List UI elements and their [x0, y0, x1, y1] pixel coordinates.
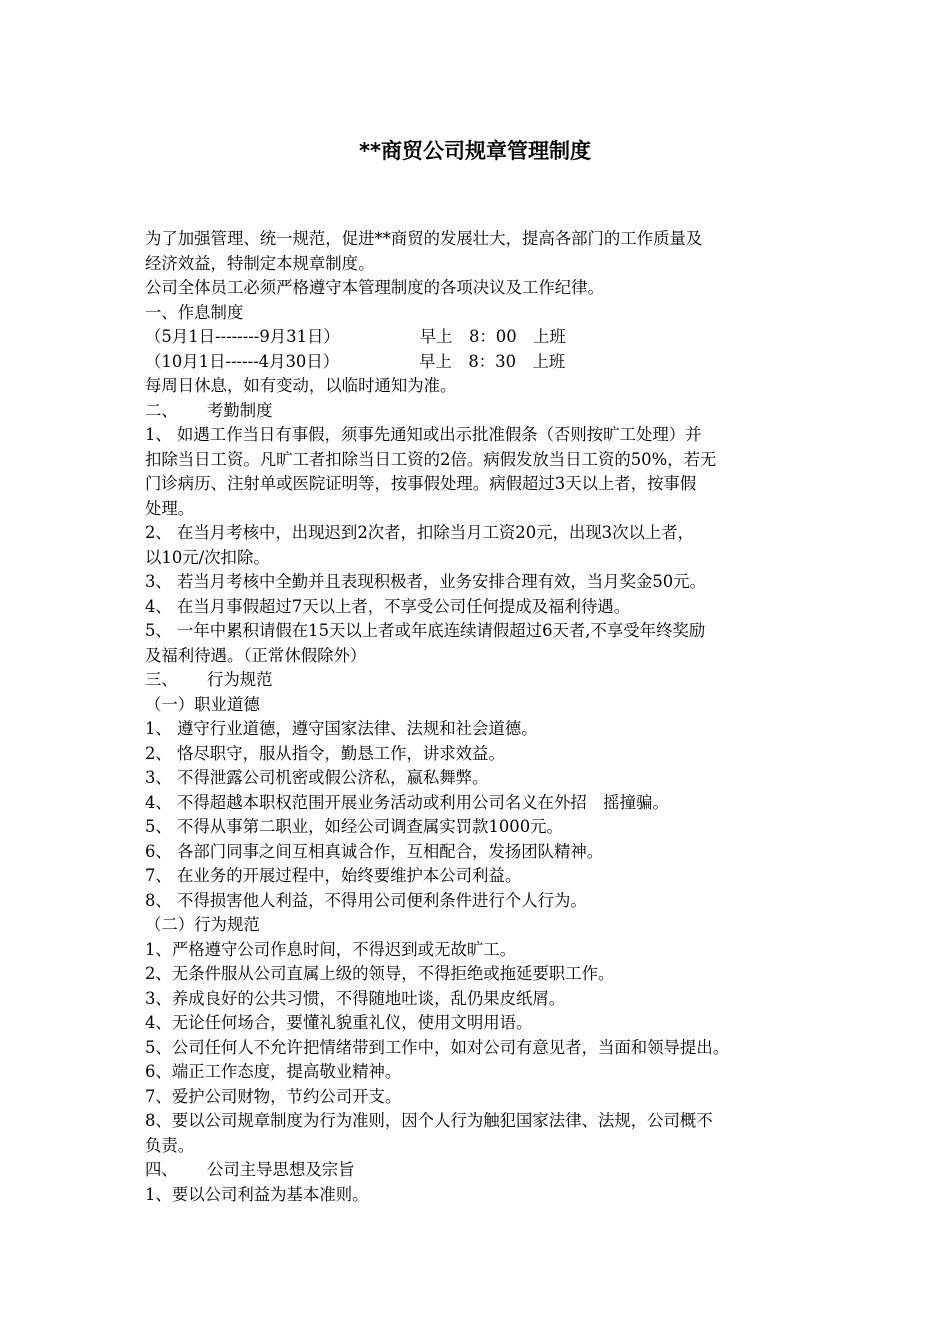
schedule-row: [145, 350, 820, 375]
rule-line: 扣除当日工资。凡旷工者扣除当日工资的2倍。病假发放当日工资的50%，若无: [145, 449, 717, 469]
ethics-rules: [145, 717, 820, 913]
rule-line: 负责。: [145, 1135, 195, 1155]
behavior-rules: [145, 938, 820, 1159]
rule-line: 4、 不得超越本职权范围开展业务活动或利用公司名义在外招 摇撞骗。: [145, 792, 669, 812]
rule-line: 3、养成良好的公共习惯，不得随地吐谈，乱仍果皮纸屑。: [145, 988, 566, 1008]
rule-line: 5、 一年中累积请假在15天以上者或年底连续请假超过6天者,不享受年终奖励: [145, 621, 706, 640]
intro-line: 为了加强管理、统一规范，促进**商贸的发展壮大，提高各部门的工作质量及: [145, 229, 703, 248]
intro-line: 经济效益，特制定本规章制度。: [145, 253, 375, 273]
rule-line: 以10元/次扣除。: [145, 547, 270, 567]
section-number: 三、: [145, 670, 178, 689]
rule-line: 7、爱护公司财物，节约公司开支。: [145, 1086, 402, 1106]
schedule-period: （5月1日--------9月31日）: [145, 327, 340, 346]
rule-line: 1、 遵守行业道德，遵守国家法律、法规和社会道德。: [145, 719, 538, 738]
rule-line: 6、 各部门同事之间互相真诚合作，互相配合，发扬团队精神。: [145, 841, 604, 861]
rule-line: 6、端正工作态度，提高敬业精神。: [145, 1062, 402, 1081]
rule-line: 1、 如遇工作当日有事假，须事先通知或出示批准假条（否则按旷工处理）并: [145, 425, 702, 444]
schedule-time: 早上 8：30 上班: [419, 351, 566, 371]
rule-line: 1、要以公司利益为基本准则。: [145, 1184, 369, 1204]
rule-line: 4、 在当月事假超过7天以上者，不享受公司任何提成及福利待遇。: [145, 596, 631, 616]
document-body: [145, 227, 820, 1207]
section-heading-conduct: [145, 668, 820, 693]
rule-line: 3、 不得泄露公司机密或假公济私，嬴私舞弊。: [145, 768, 489, 787]
rule-line: 及福利待遇。（正常休假除外）: [145, 645, 367, 665]
section-heading-principles: [145, 1158, 820, 1183]
rule-line: 2、无条件服从公司直属上级的领导，不得拒绝或拖延要职工作。: [145, 964, 615, 983]
rule-line: 3、 若当月考核中全勤并且表现积极者，业务安排合理有效，当月奖金50元。: [145, 572, 706, 591]
rule-line: 8、 不得损害他人利益，不得用公司便利条件进行个人行为。: [145, 890, 587, 910]
section-title: 公司主导思想及宗旨: [207, 1160, 355, 1179]
attendance-rules: [145, 423, 820, 668]
rule-line: 4、无论任何场合，要懂礼貌重礼仪，使用文明用语。: [145, 1013, 533, 1032]
principle-rules: [145, 1183, 820, 1208]
section-heading-schedule: 一、作息制度: [145, 302, 244, 322]
rule-line: 2、 恪尽职守，服从指令，勤恳工作，讲求效益。: [145, 743, 505, 763]
subsection-heading-ethics: （一）职业道德: [145, 694, 260, 714]
rule-line: 5、 不得从事第二职业，如经公司调查属实罚款1000元。: [145, 817, 563, 836]
intro-line: 公司全体员工必须严格遵守本管理制度的各项决议及工作纪律。: [145, 278, 604, 297]
rule-line: 1、严格遵守公司作息时间，不得迟到或无故旷工。: [145, 939, 517, 959]
schedule-row: [145, 325, 820, 350]
rule-line: 7、 在业务的开展过程中，始终要维护本公司利益。: [145, 866, 522, 885]
section-title: 行为规范: [207, 670, 273, 689]
rule-line: 2、 在当月考核中，出现迟到2次者，扣除当月工资20元，出现3次以上者，: [145, 523, 695, 542]
subsection-heading-behavior: （二）行为规范: [145, 915, 260, 934]
section-number: 二、: [145, 400, 178, 420]
schedule-note: 每周日休息，如有变动，以临时通知为准。: [145, 376, 457, 395]
document-title: **商贸公司规章管理制度: [359, 139, 591, 163]
rule-line: 8、要以公司规章制度为行为准则，因个人行为触犯国家法律、法规，公司概不: [145, 1111, 713, 1130]
section-number: 四、: [145, 1160, 178, 1179]
rule-line: 门诊病历、注射单或医院证明等，按事假处理。病假超过3天以上者，按事假: [145, 474, 697, 493]
schedule-period: （10月1日------4月30日）: [145, 351, 340, 371]
schedule-time: 早上 8：00 上班: [419, 327, 566, 346]
section-title: 考勤制度: [207, 400, 273, 420]
rule-line: 5、公司任何人不允许把情绪带到工作中，如对公司有意见者，当面和领导提出。: [145, 1037, 730, 1057]
section-heading-attendance: [145, 399, 820, 424]
rule-line: 处理。: [145, 498, 195, 518]
